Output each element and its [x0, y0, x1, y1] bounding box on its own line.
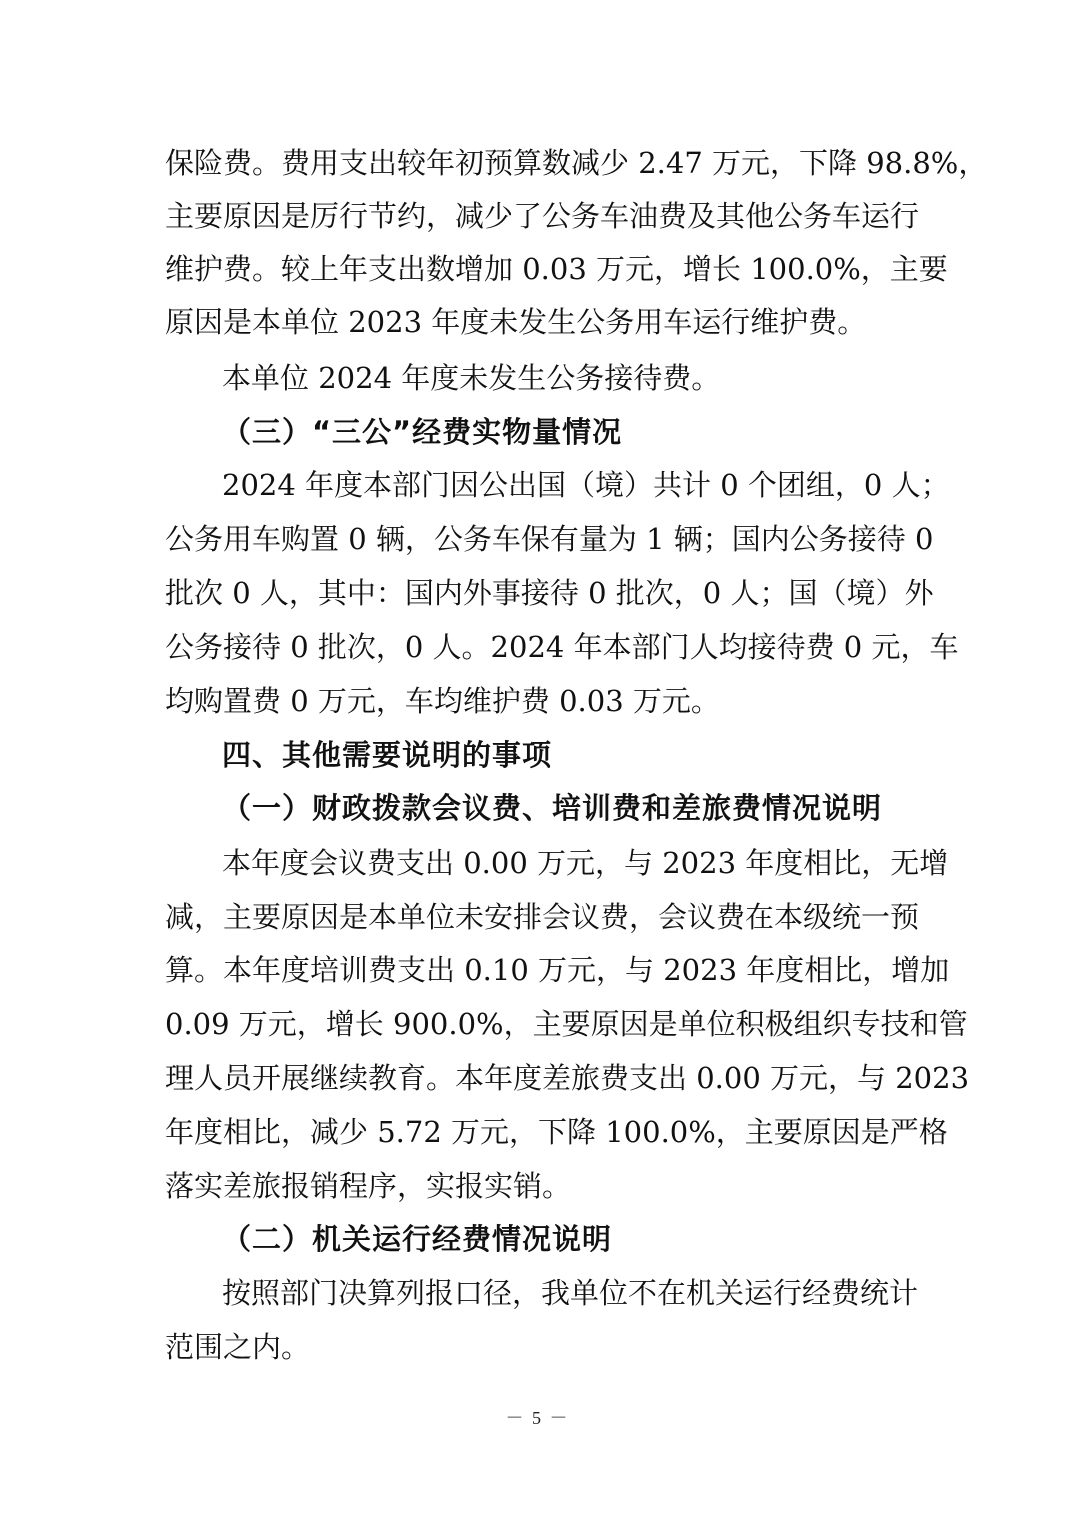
paragraph-line: 均购置费 0 万元，车均维护费 0.03 万元。 — [165, 684, 720, 718]
page-number: － 5 － — [505, 1408, 570, 1428]
paragraph-line: 范围之内。 — [165, 1330, 311, 1364]
paragraph-line: 年度相比，减少 5.72 万元，下降 100.0%，主要原因是严格 — [165, 1115, 948, 1149]
paragraph-line: 公务用车购置 0 辆，公务车保有量为 1 辆；国内公务接待 0 — [165, 522, 934, 556]
paragraph-line: 保险费。费用支出较年初预算数减少 2.47 万元，下降 98.8%， — [165, 146, 988, 180]
paragraph-line: 本年度会议费支出 0.00 万元，与 2023 年度相比，无增 — [222, 846, 949, 880]
paragraph-line: 算。本年度培训费支出 0.10 万元，与 2023 年度相比，增加 — [165, 953, 950, 987]
paragraph-line: 原因是本单位 2023 年度未发生公务用车运行维护费。 — [165, 305, 867, 339]
paragraph-line: 本单位 2024 年度未发生公务接待费。 — [222, 361, 721, 395]
paragraph-line: 公务接待 0 批次，0 人。2024 年本部门人均接待费 0 元，车 — [165, 630, 959, 664]
paragraph-line: 0.09 万元，增长 900.0%，主要原因是单位积极组织专技和管 — [165, 1007, 968, 1041]
paragraph-line: 2024 年度本部门因公出国（境）共计 0 个团组，0 人； — [222, 468, 950, 502]
paragraph-line: 落实差旅报销程序，实报实销。 — [165, 1169, 572, 1203]
paragraph-line: 减，主要原因是本单位未安排会议费，会议费在本级统一预 — [165, 900, 920, 934]
paragraph-line: 维护费。较上年支出数增加 0.03 万元，增长 100.0%，主要 — [165, 252, 948, 286]
section-title: 四、其他需要说明的事项 — [222, 738, 553, 772]
paragraph-line: 按照部门决算列报口径，我单位不在机关运行经费统计 — [222, 1276, 919, 1310]
subsection-heading: （二）机关运行经费情况说明 — [222, 1222, 613, 1256]
paragraph-line: 批次 0 人，其中：国内外事接待 0 批次，0 人；国（境）外 — [165, 576, 934, 610]
subsection-heading: （三）“三公”经费实物量情况 — [222, 415, 623, 449]
subsection-heading: （一）财政拨款会议费、培训费和差旅费情况说明 — [222, 791, 883, 825]
paragraph-line: 主要原因是厉行节约，减少了公务车油费及其他公务车运行 — [165, 199, 920, 233]
paragraph-line: 理人员开展继续教育。本年度差旅费支出 0.00 万元，与 2023 — [165, 1061, 970, 1095]
